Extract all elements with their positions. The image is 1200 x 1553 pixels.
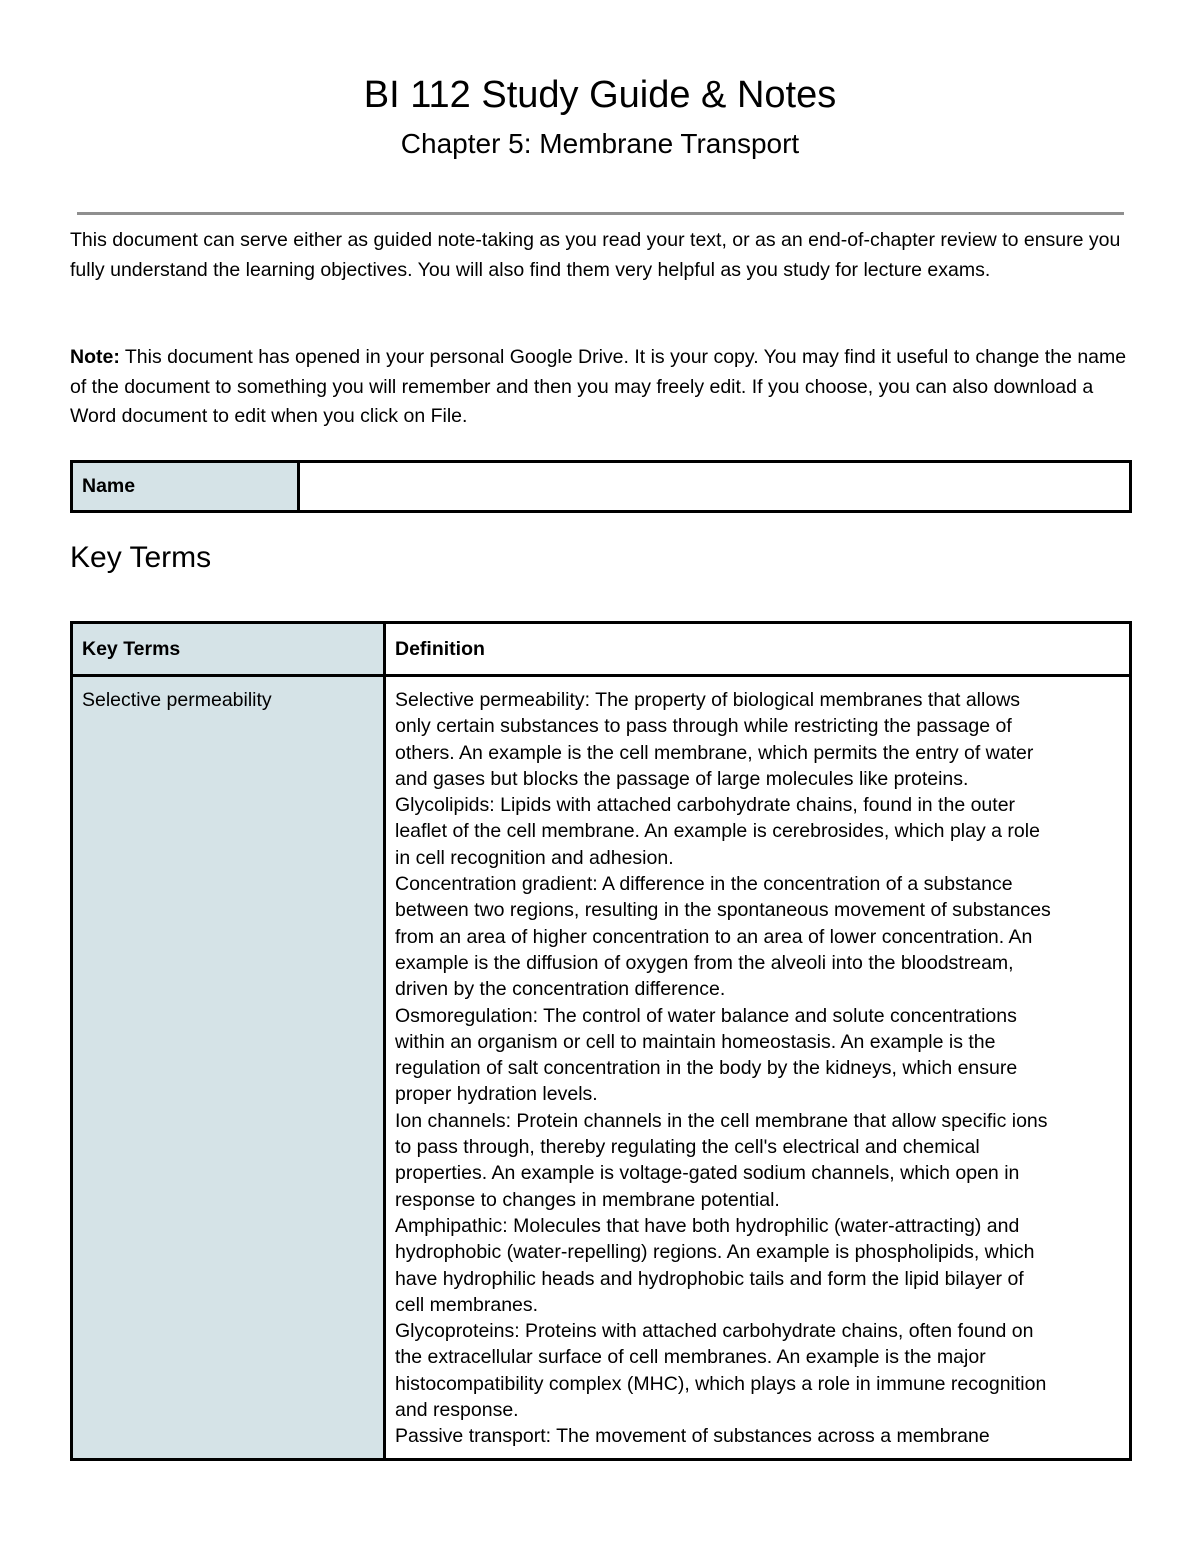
definition-line: and gases but blocks the passage of large molecules like proteins.: [395, 767, 969, 790]
definition-line: Passive transport: The movement of substances across a membrane: [395, 1425, 990, 1448]
note-label: Note:: [70, 346, 120, 368]
definition-line: to pass through, thereby regulating the cell's electrical and chemical: [395, 1136, 980, 1159]
definition-line: Glycolipids: Lipids with attached carbohydrate chains, found in the outer: [395, 794, 1016, 817]
chapter-subtitle: Chapter 5: Membrane Transport: [400, 128, 800, 159]
definition-line: response to changes in membrane potential.: [395, 1188, 780, 1211]
definition-line: and response.: [395, 1399, 519, 1422]
definition-line: Concentration gradient: A difference in the concentration of a substance: [395, 873, 1013, 896]
definition-line: Glycoproteins: Proteins with attached carbohydrate chains, often found on: [395, 1320, 1034, 1343]
definition-line: from an area of higher concentration to an area of lower concentration. An: [395, 925, 1033, 948]
definition-line: histocompatibility complex (MHC), which plays a role in immune recognition: [395, 1372, 1047, 1395]
definition-column-header: Definition: [385, 623, 1131, 676]
page-title: BI 112 Study Guide & Notes: [363, 74, 837, 116]
definition-line: properties. An example is voltage-gated sodium channels, which open in: [395, 1162, 1020, 1185]
key-terms-heading: Key Terms: [70, 541, 212, 574]
definition-line: Osmoregulation: The control of water balance and solute concentrations: [395, 1004, 1017, 1027]
definition-line: proper hydration levels.: [395, 1083, 598, 1106]
definition-line: Amphipathic: Molecules that have both hydrophilic (water-attracting) and: [395, 1214, 1020, 1237]
note-text: This document has opened in your personal Google Drive. It is your copy. You may find it useful to change the name of the document to something you will remember and then you may freely edit. If you choose, you can also download a Word document to edit when you click on File.: [70, 346, 1127, 427]
key-terms-column-header: Key Terms: [72, 623, 385, 676]
name-table: [70, 460, 1132, 513]
definition-line: in cell recognition and adhesion.: [395, 846, 674, 869]
name-value-field[interactable]: [299, 462, 1131, 512]
key-terms-table: [70, 621, 1132, 1461]
definition-line: driven by the concentration difference.: [395, 978, 726, 1001]
definition-line: regulation of salt concentration in the body by the kidneys, which ensure: [395, 1057, 1018, 1080]
definition-line: within an organism or cell to maintain homeostasis. An example is the: [395, 1030, 996, 1053]
definition-line: leaflet of the cell membrane. An example is cerebrosides, which play a role: [395, 820, 1040, 843]
definition-line: hydrophobic (water-repelling) regions. An example is phospholipids, which: [395, 1241, 1035, 1264]
table-row: [72, 676, 1131, 1460]
definition-line: cell membranes.: [395, 1293, 539, 1316]
definition-line: only certain substances to pass through while restricting the passage of: [395, 715, 1012, 738]
note-paragraph: [70, 343, 1140, 432]
definition-line: between two regions, resulting in the spontaneous movement of substances: [395, 899, 1051, 922]
definition-cell[interactable]: [385, 676, 1131, 1460]
definition-line: Selective permeability: The property of biological membranes that allows: [395, 689, 1021, 711]
definition-line: others. An example is the cell membrane, which permits the entry of water: [395, 741, 1034, 764]
term-cell[interactable]: Selective permeability: [72, 676, 385, 1460]
definition-line: Ion channels: Protein channels in the cell membrane that allow specific ions: [395, 1109, 1048, 1132]
definition-line: have hydrophilic heads and hydrophobic tails and form the lipid bilayer of: [395, 1267, 1024, 1290]
intro-paragraph: This document can serve either as guided note-taking as you read your text, or as an end-of-chapter review to ensure you fully understand the learning objectives. You will also find them very helpful as you study for lecture exams.: [70, 229, 1121, 281]
horizontal-rule: [77, 212, 1124, 215]
name-label: Name: [72, 462, 299, 512]
definition-line: the extracellular surface of cell membranes. An example is the major: [395, 1346, 986, 1369]
definition-line: example is the diffusion of oxygen from the alveoli into the bloodstream,: [395, 951, 1014, 974]
